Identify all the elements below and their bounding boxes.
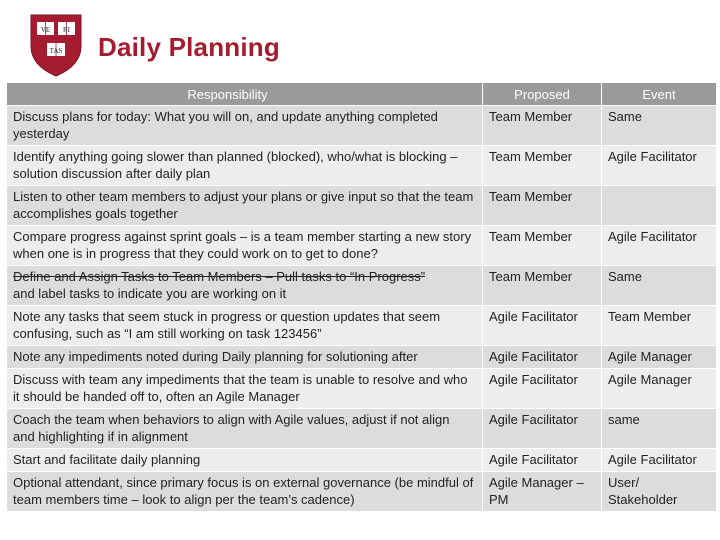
responsibility-cell: Optional attendant, since primary focus is on external governance (be mindful of team members time – look to align per the team’s cadence) [7,472,483,512]
logo-text-tas: TAS [49,47,63,55]
proposed-cell: Agile Facilitator [483,369,602,409]
responsibility-cell: Coach the team when behaviors to align with Agile values, adjust if not align and highlighting if in alignment [7,409,483,449]
table-row [7,472,717,512]
responsibility-cell: Note any impediments noted during Daily planning for solutioning after [7,346,483,369]
table-row [7,369,717,409]
column-header-proposed: Proposed [483,83,602,106]
event-cell: Same [602,106,717,146]
proposed-cell: Team Member [483,226,602,266]
responsibility-cell [7,266,483,306]
event-cell: Agile Facilitator [602,226,717,266]
proposed-cell: Team Member [483,146,602,186]
event-cell: Agile Facilitator [602,449,717,472]
responsibility-cell: Note any tasks that seem stuck in progress or question updates that seem confusing, such as “I am still working on task 123456” [7,306,483,346]
proposed-cell: Team Member [483,266,602,306]
page-title: Daily Planning [98,32,280,62]
column-header-responsibility: Responsibility [7,83,483,106]
event-cell: Agile Manager [602,346,717,369]
proposed-cell: Agile Facilitator [483,346,602,369]
responsibility-cell: Identify anything going slower than planned (blocked), who/what is blocking – solution discussion after daily plan [7,146,483,186]
event-cell: same [602,409,717,449]
table-row [7,226,717,266]
proposed-cell: Agile Facilitator [483,449,602,472]
shield-icon [28,12,84,78]
proposed-cell: Agile Manager – PM [483,472,602,512]
table-row [7,306,717,346]
proposed-cell: Team Member [483,106,602,146]
event-cell [602,186,717,226]
proposed-cell: Agile Facilitator [483,409,602,449]
event-cell: User/ Stakeholder [602,472,717,512]
responsibility-cell: Start and facilitate daily planning [7,449,483,472]
column-header-event: Event [602,83,717,106]
event-cell: Team Member [602,306,717,346]
table-header-row [7,83,717,106]
event-cell: Same [602,266,717,306]
table-row [7,186,717,226]
responsibility-cell: Discuss with team any impediments that the team is unable to resolve and who it should be handed off to, often an Agile Manager [7,369,483,409]
event-cell: Agile Facilitator [602,146,717,186]
harvard-shield-logo [28,12,84,78]
table-row [7,346,717,369]
logo-text-ve: VE [40,26,51,34]
proposed-cell: Agile Facilitator [483,306,602,346]
proposed-cell: Team Member [483,186,602,226]
responsibility-cell: Compare progress against sprint goals – is a team member starting a new story when one is in progress that they could work on to get to done? [7,226,483,266]
logo-text-ri: RI [63,26,70,34]
responsibility-text: and label tasks to indicate you are working on it [13,286,287,301]
table-row [7,409,717,449]
responsibility-cell: Listen to other team members to adjust your plans or give input so that the team accomplishes goals together [7,186,483,226]
table-row [7,266,717,306]
responsibility-table [6,82,717,512]
table-row [7,449,717,472]
table-row [7,146,717,186]
event-cell: Agile Manager [602,369,717,409]
struck-text: Define and Assign Tasks to Team Members – Pull tasks to “In Progress” [13,269,426,284]
responsibility-cell: Discuss plans for today: What you will on, and update anything completed yesterday [7,106,483,146]
table-row [7,106,717,146]
